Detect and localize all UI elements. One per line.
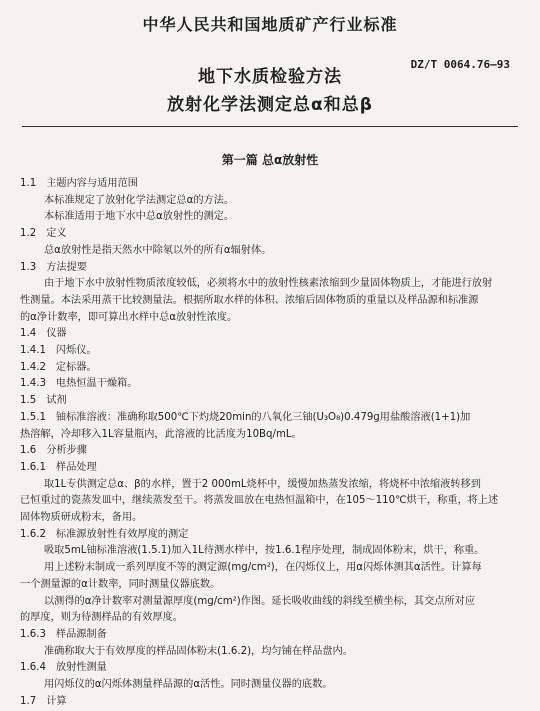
paragraph-text: 吸取5mL铀标准溶液(1.5.1)加入1L待测水样中，按1.6.1程序处理，制成固体粉末，烘干，称重。 (44, 545, 485, 557)
paragraph-text: 用闪烁仪的α闪烁体测量样品源的α活性。同时测量仪器的底数。 (44, 679, 333, 691)
paragraph-text: 用上述粉末制成一系列厚度不等的测定源(mg/cm²)，在闪烁仪上，用α闪烁体测其α活性。计算每 (44, 562, 482, 574)
standard-category-title: 中华人民共和国地质矿产行业标准 (142, 15, 398, 34)
section-heading-text: 主题内容与适用范围 (46, 178, 138, 189)
section-heading (20, 376, 518, 393)
section-heading (20, 260, 518, 277)
paragraph-line (20, 293, 518, 310)
section-number: 1.6.3 (20, 628, 46, 640)
paragraph-text: 本标准适用于地下水中总α放射性的测定。 (44, 211, 235, 223)
section-heading (20, 343, 518, 360)
part-title: 第一篇 总α放射性 (221, 153, 319, 167)
paragraph-text: 固体物质研成粉末，备用。 (20, 512, 143, 524)
section-number: 1.7 (20, 695, 37, 707)
section-heading-text: 样品源制备 (55, 628, 107, 640)
section-number: 1.1 (20, 178, 37, 189)
section-number: 1.2 (20, 228, 37, 240)
document-title-line1: 地下水质检验方法 (198, 67, 342, 87)
section-number: 1.5 (20, 395, 37, 407)
paragraph-line (20, 477, 518, 494)
paragraph-text: 的α净计数率，即可算出水样中总α放射性浓度。 (20, 311, 238, 323)
paragraph-line (20, 310, 518, 327)
section-number: 1.6.1 (20, 461, 46, 473)
document-title-line2: 放射化学法测定总α和总β (167, 95, 373, 115)
section-heading-text: 计算 (46, 695, 67, 707)
section-heading (20, 326, 518, 343)
section-number: 1.4.1 (20, 345, 46, 357)
paragraph-text: 一个测量源的α计数率，同时测量仪器底数。 (20, 578, 221, 590)
section-heading (20, 627, 518, 644)
paragraph-line (20, 594, 518, 611)
section-heading-text: 铀标准溶液：准确称取500℃下灼烧20min的八氧化三铀(U₃O₈)0.479g用盐酸溶液(1+1)加 (55, 411, 471, 423)
section-number: 1.6 (20, 445, 37, 457)
section-number: 1.3 (20, 261, 37, 273)
section-heading-text: 放射性测量 (55, 662, 107, 674)
paragraph-line (20, 510, 518, 527)
section-number: 1.4 (20, 328, 37, 340)
section-heading (20, 226, 518, 243)
paragraph-line (20, 610, 518, 627)
section-heading (20, 660, 518, 677)
paragraph-line (20, 276, 518, 293)
section-heading-text: 试剂 (46, 395, 67, 407)
paragraph-line (20, 677, 518, 694)
paragraph-line (20, 193, 518, 210)
paragraph-line (20, 493, 518, 510)
header-divider (22, 126, 518, 127)
paragraph-line (20, 243, 518, 260)
paragraph-text: 热溶解，冷却移入1L容量瓶内，此溶液的比活度为10Bq/mL。 (20, 428, 302, 440)
paragraph-text: 准确称取大于有效厚度的样品固体粉末(1.6.2)，均匀铺在样品盘内。 (44, 645, 353, 657)
section-heading (20, 443, 518, 460)
section-number: 1.6.4 (20, 662, 46, 674)
document-body (20, 176, 518, 711)
paragraph-text: 由于地下水中放射性物质浓度较低，必须将水中的放射性核素浓缩到少量固体物质上，才能进行放射 (44, 278, 493, 290)
section-heading (20, 360, 518, 377)
section-heading-text: 电热恒温干燥箱。 (55, 378, 138, 390)
section-heading (20, 176, 518, 193)
paragraph-line (20, 644, 518, 661)
paragraph-text: 本标准规定了放射化学法测定总α的方法。 (44, 194, 235, 206)
paragraph-text: 总α放射性是指天然水中除氡以外的所有α辐射体。 (44, 244, 272, 256)
paragraph-line (20, 427, 518, 444)
paragraph-text: 以测得的α净计数率对测量源厚度(mg/cm²)作图。延长吸收曲线的斜线至横坐标，其交点所对应 (44, 595, 476, 607)
paragraph-text: 的厚度，则为待测样品的有效厚度。 (20, 612, 183, 624)
section-heading-text: 方法提要 (46, 261, 87, 273)
section-heading-text: 定标器。 (55, 361, 97, 373)
paragraph-text: 取1L专供测定总α、β的水样，置于2 000mL烧杯中，缓慢加热蒸发浓缩，将烧杯中浓缩液转移到 (44, 478, 481, 490)
section-number: 1.4.2 (20, 361, 46, 373)
paragraph-line (20, 209, 518, 226)
paragraph-line (20, 560, 518, 577)
section-heading-text: 样品处理 (55, 461, 97, 473)
section-heading (20, 410, 518, 427)
section-heading-text: 定义 (46, 228, 67, 240)
section-heading (20, 527, 518, 544)
paragraph-line (20, 577, 518, 594)
section-heading-text: 标准源放射性有效厚度的测定 (55, 528, 189, 540)
paragraph-text: 性测量。本法采用蒸干比较测量法。根据所取水样的体积、浓缩后固体物质的重量以及样品源和标准源 (20, 294, 479, 306)
section-number: 1.5.1 (20, 411, 46, 423)
section-number: 1.4.3 (20, 378, 46, 390)
section-heading-text: 分析步骤 (46, 445, 87, 457)
section-number: 1.6.2 (20, 528, 46, 540)
standard-code: DZ/T 0064.76—93 (410, 58, 510, 71)
paragraph-text: 已恒重过的瓷蒸发皿中，继续蒸发至干。将蒸发皿放在电热恒温箱中，在105～110℃烘干，称重，将上述 (20, 495, 499, 507)
section-heading-text: 仪器 (46, 328, 67, 340)
paragraph-line (20, 543, 518, 560)
section-heading-text: 闪烁仪。 (55, 345, 97, 357)
section-heading (20, 393, 518, 410)
section-heading (20, 460, 518, 477)
